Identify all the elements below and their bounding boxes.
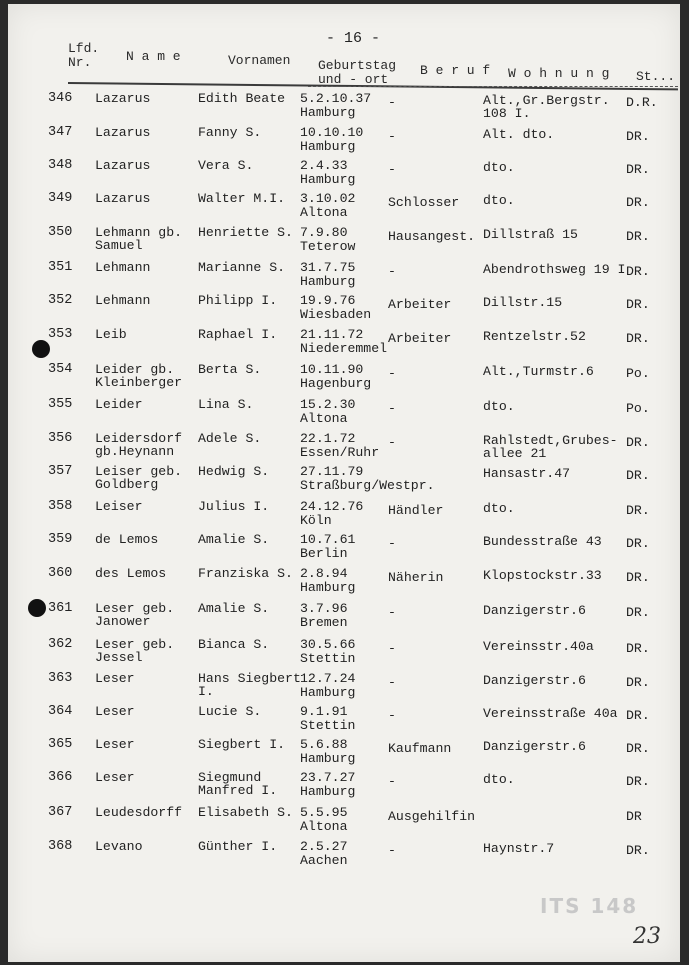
row-vorname: Günther I.	[198, 839, 278, 854]
header-beruf: B e r u f	[420, 63, 491, 78]
table-row	[8, 533, 680, 563]
row-staat: DR.	[626, 264, 650, 279]
row-wohnung: Vereinsstraße 40a	[483, 706, 618, 721]
row-staat: D.R.	[626, 95, 658, 110]
row-staat: DR.	[626, 536, 650, 551]
row-beruf: -	[388, 708, 396, 723]
table-row	[8, 363, 680, 393]
row-vorname: Philipp I.	[198, 293, 278, 308]
row-number: 361	[48, 601, 73, 616]
row-beruf: -	[388, 435, 396, 450]
table-row	[8, 738, 680, 768]
row-geburtsort: Hamburg	[300, 274, 356, 289]
table-row	[8, 567, 680, 597]
row-wohnung: Alt. dto.	[483, 127, 555, 142]
punch-hole-bottom	[28, 599, 46, 617]
header-wohnung: W o h n u n g	[508, 66, 610, 81]
row-beruf: -	[388, 843, 396, 858]
row-beruf: -	[388, 641, 396, 656]
row-wohnung: Danzigerstr.6	[483, 739, 586, 754]
row-geburtsdatum: 7.9.80	[300, 225, 348, 240]
row-staat: DR.	[626, 195, 650, 210]
row-vorname: Vera S.	[198, 158, 254, 173]
row-staat: DR.	[626, 641, 650, 656]
table-row	[8, 126, 680, 156]
row-vorname: Hans Siegbert	[198, 671, 301, 686]
row-geburtsort: Hamburg	[300, 105, 356, 120]
row-wohnung-line2: 108 I.	[483, 106, 531, 121]
row-vorname: Henriette S.	[198, 225, 293, 240]
row-geburtsort: Altona	[300, 205, 348, 220]
row-geburtsort: Niederemmel	[300, 341, 388, 356]
row-staat: DR.	[626, 229, 650, 244]
row-wohnung: dto.	[483, 501, 515, 516]
table-row	[8, 328, 680, 358]
row-staat: DR.	[626, 435, 650, 450]
document-page	[8, 4, 680, 962]
table-row	[8, 432, 680, 462]
header-staat: St...	[636, 69, 676, 84]
row-name: Lazarus	[95, 91, 151, 106]
table-row	[8, 840, 680, 870]
row-vorname: Berta S.	[198, 362, 262, 377]
row-geburtsort: Hamburg	[300, 751, 356, 766]
row-number: 360	[48, 566, 73, 581]
row-geburtsort: Aachen	[300, 853, 348, 868]
row-name: Leser geb.	[95, 637, 175, 652]
table-row	[8, 261, 680, 291]
row-beruf: Arbeiter	[388, 297, 452, 312]
table-row	[8, 771, 680, 801]
row-geburtsdatum: 21.11.72	[300, 327, 364, 342]
row-wohnung: dto.	[483, 160, 515, 175]
row-beruf: -	[388, 401, 396, 416]
row-geburtsdatum: 22.1.72	[300, 431, 356, 446]
row-geburtsdatum: 2.4.33	[300, 158, 348, 173]
row-staat: DR.	[626, 570, 650, 585]
row-number: 352	[48, 293, 73, 308]
row-staat: DR.	[626, 708, 650, 723]
row-beruf: -	[388, 95, 396, 110]
row-number: 357	[48, 464, 73, 479]
row-number: 365	[48, 737, 73, 752]
row-geburtsort: Stettin	[300, 651, 356, 666]
row-geburtsdatum: 5.6.88	[300, 737, 348, 752]
header-vornamen: Vornamen	[228, 53, 291, 68]
row-vorname: Amalie S.	[198, 532, 270, 547]
row-vorname: Franziska S.	[198, 566, 293, 581]
header-geburtsort: und - ort	[318, 72, 389, 87]
row-staat: DR.	[626, 605, 650, 620]
row-geburtsort: Wiesbaden	[300, 307, 372, 322]
row-wohnung: Dillstr.15	[483, 295, 563, 310]
row-number: 356	[48, 431, 73, 446]
row-staat: DR.	[626, 843, 650, 858]
row-vorname: Elisabeth S.	[198, 805, 293, 820]
row-name: Leser	[95, 704, 135, 719]
row-vorname: Bianca S.	[198, 637, 270, 652]
row-number: 350	[48, 225, 73, 240]
table-row	[8, 192, 680, 222]
table-row	[8, 294, 680, 324]
table-row	[8, 500, 680, 530]
row-geburtsort: Hamburg	[300, 172, 356, 187]
row-wohnung: Klopstockstr.33	[483, 568, 602, 583]
row-name: Leser	[95, 737, 135, 752]
archive-stamp: ITS 148	[540, 894, 639, 918]
row-vorname: Hedwig S.	[198, 464, 270, 479]
row-vorname: Marianne S.	[198, 260, 286, 275]
row-name-line2: Kleinberger	[95, 375, 183, 390]
row-wohnung: Alt.,Gr.Bergstr.	[483, 93, 610, 108]
row-wohnung: Hansastr.47	[483, 466, 571, 481]
row-beruf: Schlosser	[388, 195, 460, 210]
row-beruf: -	[388, 774, 396, 789]
row-name: Lazarus	[95, 158, 151, 173]
header-name: N a m e	[126, 49, 181, 64]
row-wohnung: Bundesstraße 43	[483, 534, 602, 549]
table-row	[8, 226, 680, 256]
row-wohnung: Alt.,Turmstr.6	[483, 364, 594, 379]
row-name: Leider gb.	[95, 362, 175, 377]
table-row	[8, 92, 680, 122]
row-name: Leib	[95, 327, 127, 342]
row-number: 358	[48, 499, 73, 514]
row-geburtsdatum: 31.7.75	[300, 260, 356, 275]
row-name: Leudesdorff	[95, 805, 183, 820]
row-vorname: Walter M.I.	[198, 191, 286, 206]
row-vorname: Adele S.	[198, 431, 262, 446]
row-geburtsdatum: 3.7.96	[300, 601, 348, 616]
row-name-line2: gb.Heynann	[95, 444, 175, 459]
row-beruf: -	[388, 675, 396, 690]
row-beruf: -	[388, 264, 396, 279]
row-beruf: Näherin	[388, 570, 444, 585]
row-staat: Po.	[626, 401, 650, 416]
punch-hole-top	[32, 340, 50, 358]
row-number: 359	[48, 532, 73, 547]
row-wohnung: Vereinsstr.40a	[483, 639, 594, 654]
row-name-line2: Goldberg	[95, 477, 159, 492]
row-geburtsdatum: 23.7.27	[300, 770, 356, 785]
row-geburtsdatum: 27.11.79	[300, 464, 364, 479]
row-number: 347	[48, 125, 73, 140]
row-name-line2: Janower	[95, 614, 151, 629]
row-staat: DR.	[626, 468, 650, 483]
row-staat: Po.	[626, 366, 650, 381]
row-staat: DR.	[626, 297, 650, 312]
row-wohnung-line2: allee 21	[483, 446, 547, 461]
row-geburtsort: Berlin	[300, 546, 348, 561]
row-vorname-line2: Manfred I.	[198, 783, 278, 798]
row-vorname-line2: I.	[198, 684, 214, 699]
table-row	[8, 159, 680, 189]
row-number: 366	[48, 770, 73, 785]
row-vorname: Edith Beate	[198, 91, 286, 106]
row-geburtsort: Hamburg	[300, 139, 356, 154]
row-number: 368	[48, 839, 73, 854]
row-name: de Lemos	[95, 532, 159, 547]
row-geburtsdatum: 5.2.10.37	[300, 91, 372, 106]
row-geburtsdatum: 15.2.30	[300, 397, 356, 412]
row-name: Leser geb.	[95, 601, 175, 616]
row-name: Leser	[95, 671, 135, 686]
row-beruf: -	[388, 129, 396, 144]
row-name: Leser	[95, 770, 135, 785]
row-staat: DR.	[626, 774, 650, 789]
row-geburtsort: Essen/Ruhr	[300, 445, 380, 460]
row-geburtsort: Straßburg/Westpr.	[300, 478, 435, 493]
row-name: Leiser geb.	[95, 464, 183, 479]
row-geburtsdatum: 24.12.76	[300, 499, 364, 514]
row-name: Leider	[95, 397, 143, 412]
row-geburtsort: Altona	[300, 411, 348, 426]
row-vorname: Siegbert I.	[198, 737, 286, 752]
row-wohnung: Abendrothsweg 19 I	[483, 262, 626, 277]
row-number: 354	[48, 362, 73, 377]
row-geburtsort: Köln	[300, 513, 332, 528]
row-beruf: -	[388, 536, 396, 551]
table-row	[8, 398, 680, 428]
row-wohnung: Rahlstedt,Grubes-	[483, 433, 618, 448]
row-wohnung: Haynstr.7	[483, 841, 555, 856]
header-geburtstag: Geburtstag	[318, 58, 397, 73]
row-number: 363	[48, 671, 73, 686]
row-geburtsort: Bremen	[300, 615, 348, 630]
row-geburtsdatum: 10.7.61	[300, 532, 356, 547]
row-geburtsort: Altona	[300, 819, 348, 834]
row-wohnung: dto.	[483, 193, 515, 208]
row-geburtsort: Stettin	[300, 718, 356, 733]
row-name: Lazarus	[95, 191, 151, 206]
row-vorname: Raphael I.	[198, 327, 278, 342]
header-lfd: Lfd.	[68, 41, 100, 56]
row-staat: DR.	[626, 741, 650, 756]
row-vorname: Fanny S.	[198, 125, 262, 140]
row-vorname: Lina S.	[198, 397, 254, 412]
row-beruf: Hausangest.	[388, 229, 476, 244]
row-number: 349	[48, 191, 73, 206]
row-wohnung: Dillstraß 15	[483, 227, 578, 242]
row-geburtsort: Hamburg	[300, 784, 356, 799]
row-beruf: -	[388, 162, 396, 177]
row-wohnung: Danzigerstr.6	[483, 673, 586, 688]
row-geburtsort: Hagenburg	[300, 376, 372, 391]
row-wohnung: Rentzelstr.52	[483, 329, 586, 344]
row-name: Lehmann	[95, 260, 151, 275]
row-beruf: Kaufmann	[388, 741, 452, 756]
row-vorname: Amalie S.	[198, 601, 270, 616]
row-number: 351	[48, 260, 73, 275]
row-staat: DR.	[626, 331, 650, 346]
row-number: 355	[48, 397, 73, 412]
row-staat: DR	[626, 809, 642, 824]
table-row	[8, 638, 680, 668]
handwritten-page-number: 23	[633, 924, 661, 949]
row-beruf: -	[388, 366, 396, 381]
row-staat: DR.	[626, 675, 650, 690]
row-name: Leidersdorf	[95, 431, 183, 446]
row-geburtsort: Hamburg	[300, 580, 356, 595]
row-number: 362	[48, 637, 73, 652]
row-beruf: -	[388, 605, 396, 620]
row-wohnung: Danzigerstr.6	[483, 603, 586, 618]
row-staat: DR.	[626, 162, 650, 177]
row-wohnung: dto.	[483, 399, 515, 414]
row-beruf: Händler	[388, 503, 444, 518]
table-row	[8, 672, 680, 702]
table-row	[8, 806, 680, 836]
row-number: 364	[48, 704, 73, 719]
row-name: Lehmann gb.	[95, 225, 183, 240]
row-geburtsdatum: 5.5.95	[300, 805, 348, 820]
row-name: Leiser	[95, 499, 143, 514]
row-name-line2: Samuel	[95, 238, 143, 253]
row-name: des Lemos	[95, 566, 167, 581]
row-wohnung: dto.	[483, 772, 515, 787]
row-geburtsdatum: 2.8.94	[300, 566, 348, 581]
table-row	[8, 465, 680, 495]
row-geburtsdatum: 10.11.90	[300, 362, 364, 377]
row-geburtsort: Hamburg	[300, 685, 356, 700]
table-row	[8, 602, 680, 632]
row-geburtsort: Teterow	[300, 239, 356, 254]
row-vorname: Julius I.	[198, 499, 270, 514]
row-staat: DR.	[626, 503, 650, 518]
row-geburtsdatum: 12.7.24	[300, 671, 356, 686]
row-beruf: Ausgehilfin	[388, 809, 476, 824]
row-number: 367	[48, 805, 73, 820]
row-geburtsdatum: 19.9.76	[300, 293, 356, 308]
row-beruf: Arbeiter	[388, 331, 452, 346]
row-name: Lazarus	[95, 125, 151, 140]
row-vorname: Siegmund	[198, 770, 262, 785]
row-name: Levano	[95, 839, 143, 854]
row-name-line2: Jessel	[95, 650, 143, 665]
row-geburtsdatum: 10.10.10	[300, 125, 364, 140]
row-number: 348	[48, 158, 73, 173]
header-nr: Nr.	[68, 55, 92, 70]
header-rule-dashed	[308, 86, 678, 87]
row-geburtsdatum: 9.1.91	[300, 704, 348, 719]
row-geburtsdatum: 30.5.66	[300, 637, 356, 652]
page-label: - 16 -	[326, 30, 381, 47]
row-name: Lehmann	[95, 293, 151, 308]
row-staat: DR.	[626, 129, 650, 144]
row-geburtsdatum: 3.10.02	[300, 191, 356, 206]
row-number: 346	[48, 91, 73, 106]
table-row	[8, 705, 680, 735]
row-vorname: Lucie S.	[198, 704, 262, 719]
row-number: 353	[48, 327, 73, 342]
row-geburtsdatum: 2.5.27	[300, 839, 348, 854]
